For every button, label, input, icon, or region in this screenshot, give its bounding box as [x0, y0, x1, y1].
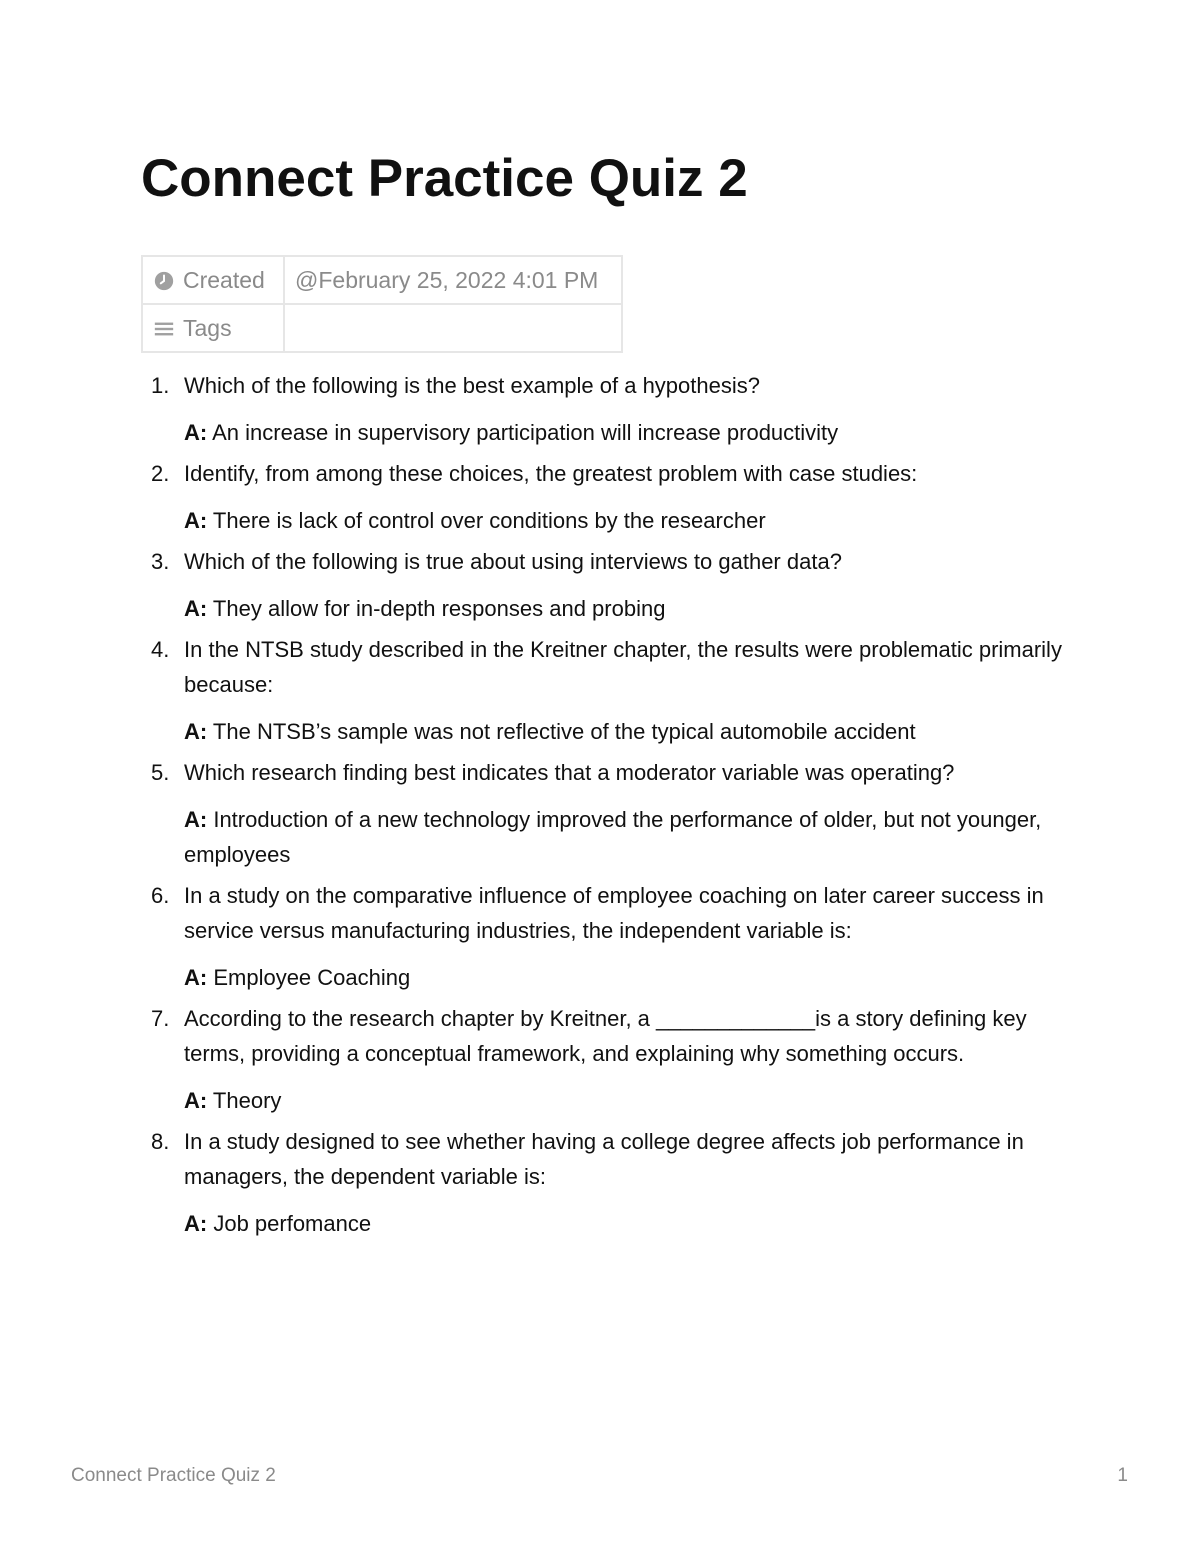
footer-title: Connect Practice Quiz 2 [71, 1465, 276, 1486]
question-item [141, 755, 1076, 872]
property-value-tags[interactable] [284, 304, 622, 352]
question-item [141, 632, 1076, 749]
question-text: Which of the following is true about using interviews to gather data? [184, 549, 842, 574]
answer-text: There is lack of control over conditions by the researcher [207, 508, 766, 533]
question-list [141, 368, 1076, 1247]
answer-prefix: A: [184, 508, 208, 533]
question-number: 7. [151, 1006, 170, 1031]
property-row-created [142, 256, 622, 304]
property-key-label: Tags [183, 314, 232, 341]
answer-text: Employee Coaching [207, 965, 411, 990]
question-number: 8. [151, 1129, 170, 1154]
question-item [141, 1124, 1076, 1241]
question-number: 3. [151, 549, 170, 574]
question-text: In a study on the comparative influence of employee coaching on later career success in service versus manufacturing industries, the independent variable is: [184, 883, 1044, 943]
answer-prefix: A: [184, 965, 208, 990]
property-key-label: Created [183, 266, 265, 293]
page-title: Connect Practice Quiz 2 [141, 149, 748, 208]
question-text: Which research finding best indicates that a moderator variable was operating? [184, 760, 955, 785]
question-item [141, 878, 1076, 995]
question-item [141, 1001, 1076, 1118]
question-text: In the NTSB study described in the Kreitner chapter, the results were problematic primarily because: [184, 637, 1062, 697]
list-icon [153, 318, 175, 340]
property-row-tags [142, 304, 622, 352]
answer-text: Job perfomance [207, 1211, 372, 1236]
question-number: 6. [151, 883, 170, 908]
question-text: In a study designed to see whether having a college degree affects job performance in managers, the dependent variable is: [184, 1129, 1024, 1189]
answer-text: They allow for in-depth responses and probing [207, 596, 666, 621]
answer-prefix: A: [184, 807, 208, 832]
property-key-cell [142, 256, 284, 304]
answer [184, 802, 1076, 872]
answer [184, 1206, 1076, 1241]
page-number: 1 [1117, 1465, 1128, 1486]
question-number: 5. [151, 760, 170, 785]
answer-prefix: A: [184, 1211, 208, 1236]
answer-text: The NTSB’s sample was not reflective of the typical automobile accident [207, 719, 916, 744]
question-text: Which of the following is the best example of a hypothesis? [184, 373, 760, 398]
question-item [141, 456, 1076, 538]
answer [184, 960, 1076, 995]
question-item [141, 544, 1076, 626]
answer [184, 503, 1076, 538]
property-value-created[interactable]: @February 25, 2022 4:01 PM [284, 256, 622, 304]
answer-text: Introduction of a new technology improved the performance of older, but not younger, employees [184, 807, 1042, 867]
answer-prefix: A: [184, 420, 208, 445]
question-item [141, 368, 1076, 450]
question-number: 4. [151, 637, 170, 662]
property-key-cell [142, 304, 284, 352]
answer-prefix: A: [184, 1088, 208, 1113]
answer [184, 591, 1076, 626]
question-text: According to the research chapter by Kreitner, a _____________is a story defining key terms, providing a conceptual framework, and explaining why something occurs. [184, 1006, 1027, 1066]
answer [184, 1083, 1076, 1118]
question-text: Identify, from among these choices, the greatest problem with case studies: [184, 461, 918, 486]
answer-text: Theory [207, 1088, 282, 1113]
question-number: 1. [151, 373, 170, 398]
answer [184, 415, 1076, 450]
answer-prefix: A: [184, 719, 208, 744]
question-number: 2. [151, 461, 170, 486]
clock-icon [153, 270, 175, 292]
answer-text: An increase in supervisory participation will increase productivity [207, 420, 839, 445]
answer [184, 714, 1076, 749]
answer-prefix: A: [184, 596, 208, 621]
properties-table [141, 255, 623, 353]
